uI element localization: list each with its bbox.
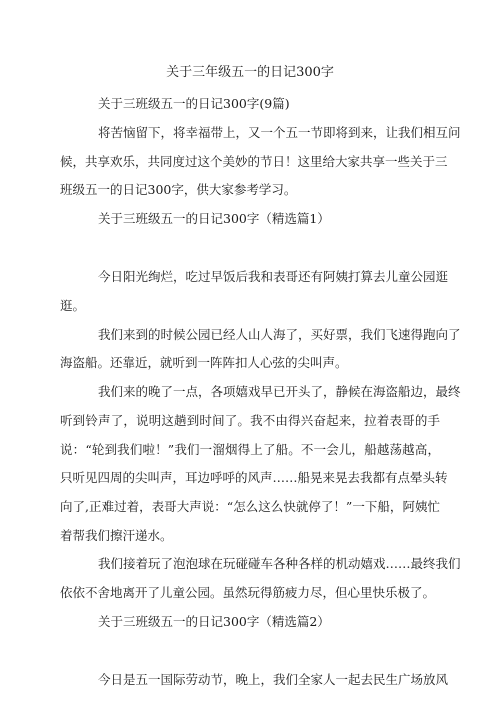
paragraph-line: 向了,正难过着，表哥大声说：“怎么这么快就停了！”一下船，阿姨忙 bbox=[60, 499, 440, 514]
paragraph-line: 海盗船。还靠近，就听到一阵阵扣人心弦的尖叫声。 bbox=[60, 355, 348, 370]
paragraph-line: 逛。 bbox=[60, 298, 86, 313]
paragraph-line: 依依不舍地离开了儿童公园。虽然玩得筋疲力尽，但心里快乐极了。 bbox=[60, 585, 436, 600]
paragraph-line: 今日是五一国际劳动节，晚上，我们全家人一起去民生广场放风 bbox=[98, 672, 449, 687]
paragraph-line: 听到铃声了，说明这趟到时间了。我不由得兴奋起来，拉着表哥的手 bbox=[60, 413, 440, 428]
paragraph-line: 我们来到的时候公园已经人山人海了，买好票，我们飞速得跑向了 bbox=[98, 327, 461, 342]
paragraph-line: 我们来的晚了一点，各项嬉戏早已开头了，静候在海盗船边，最终 bbox=[98, 384, 461, 399]
paragraph-line: 班级五一的日记300字，供大家参考学习。 bbox=[60, 182, 297, 197]
paragraph-line: 候，共享欢乐，共同度过这个美妙的节日！这里给大家共享一些关于三 bbox=[60, 154, 448, 169]
section-heading: 关于三班级五一的日记300字（精选篇2） bbox=[98, 614, 330, 629]
paragraph-line: 说：“轮到我们啦！”我们一溜烟得上了船。不一会儿，船越荡越高， bbox=[60, 442, 440, 457]
paragraph-line: 着帮我们擦汗递水。 bbox=[60, 528, 173, 543]
document-title: 关于三年级五一的日记300字 bbox=[166, 65, 334, 80]
section-heading: 关于三班级五一的日记300字（精选篇1） bbox=[98, 211, 330, 226]
paragraph-line: 我们接着玩了泡泡球在玩碰碰车各种各样的机动嬉戏……最终我们 bbox=[98, 556, 461, 571]
paragraph-line: 将苦恼留下，将幸福带上，又一个五一节即将到来，让我们相互问 bbox=[98, 125, 461, 140]
paragraph-line: 只听见四周的尖叫声，耳边呼呼的风声……船晃来晃去我都有点晕头转 bbox=[60, 470, 448, 485]
section-heading: 关于三班级五一的日记300字(9篇) bbox=[98, 96, 290, 111]
paragraph-line: 今日阳光绚烂，吃过早饭后我和表哥还有阿姨打算去儿童公园逛 bbox=[98, 269, 449, 284]
